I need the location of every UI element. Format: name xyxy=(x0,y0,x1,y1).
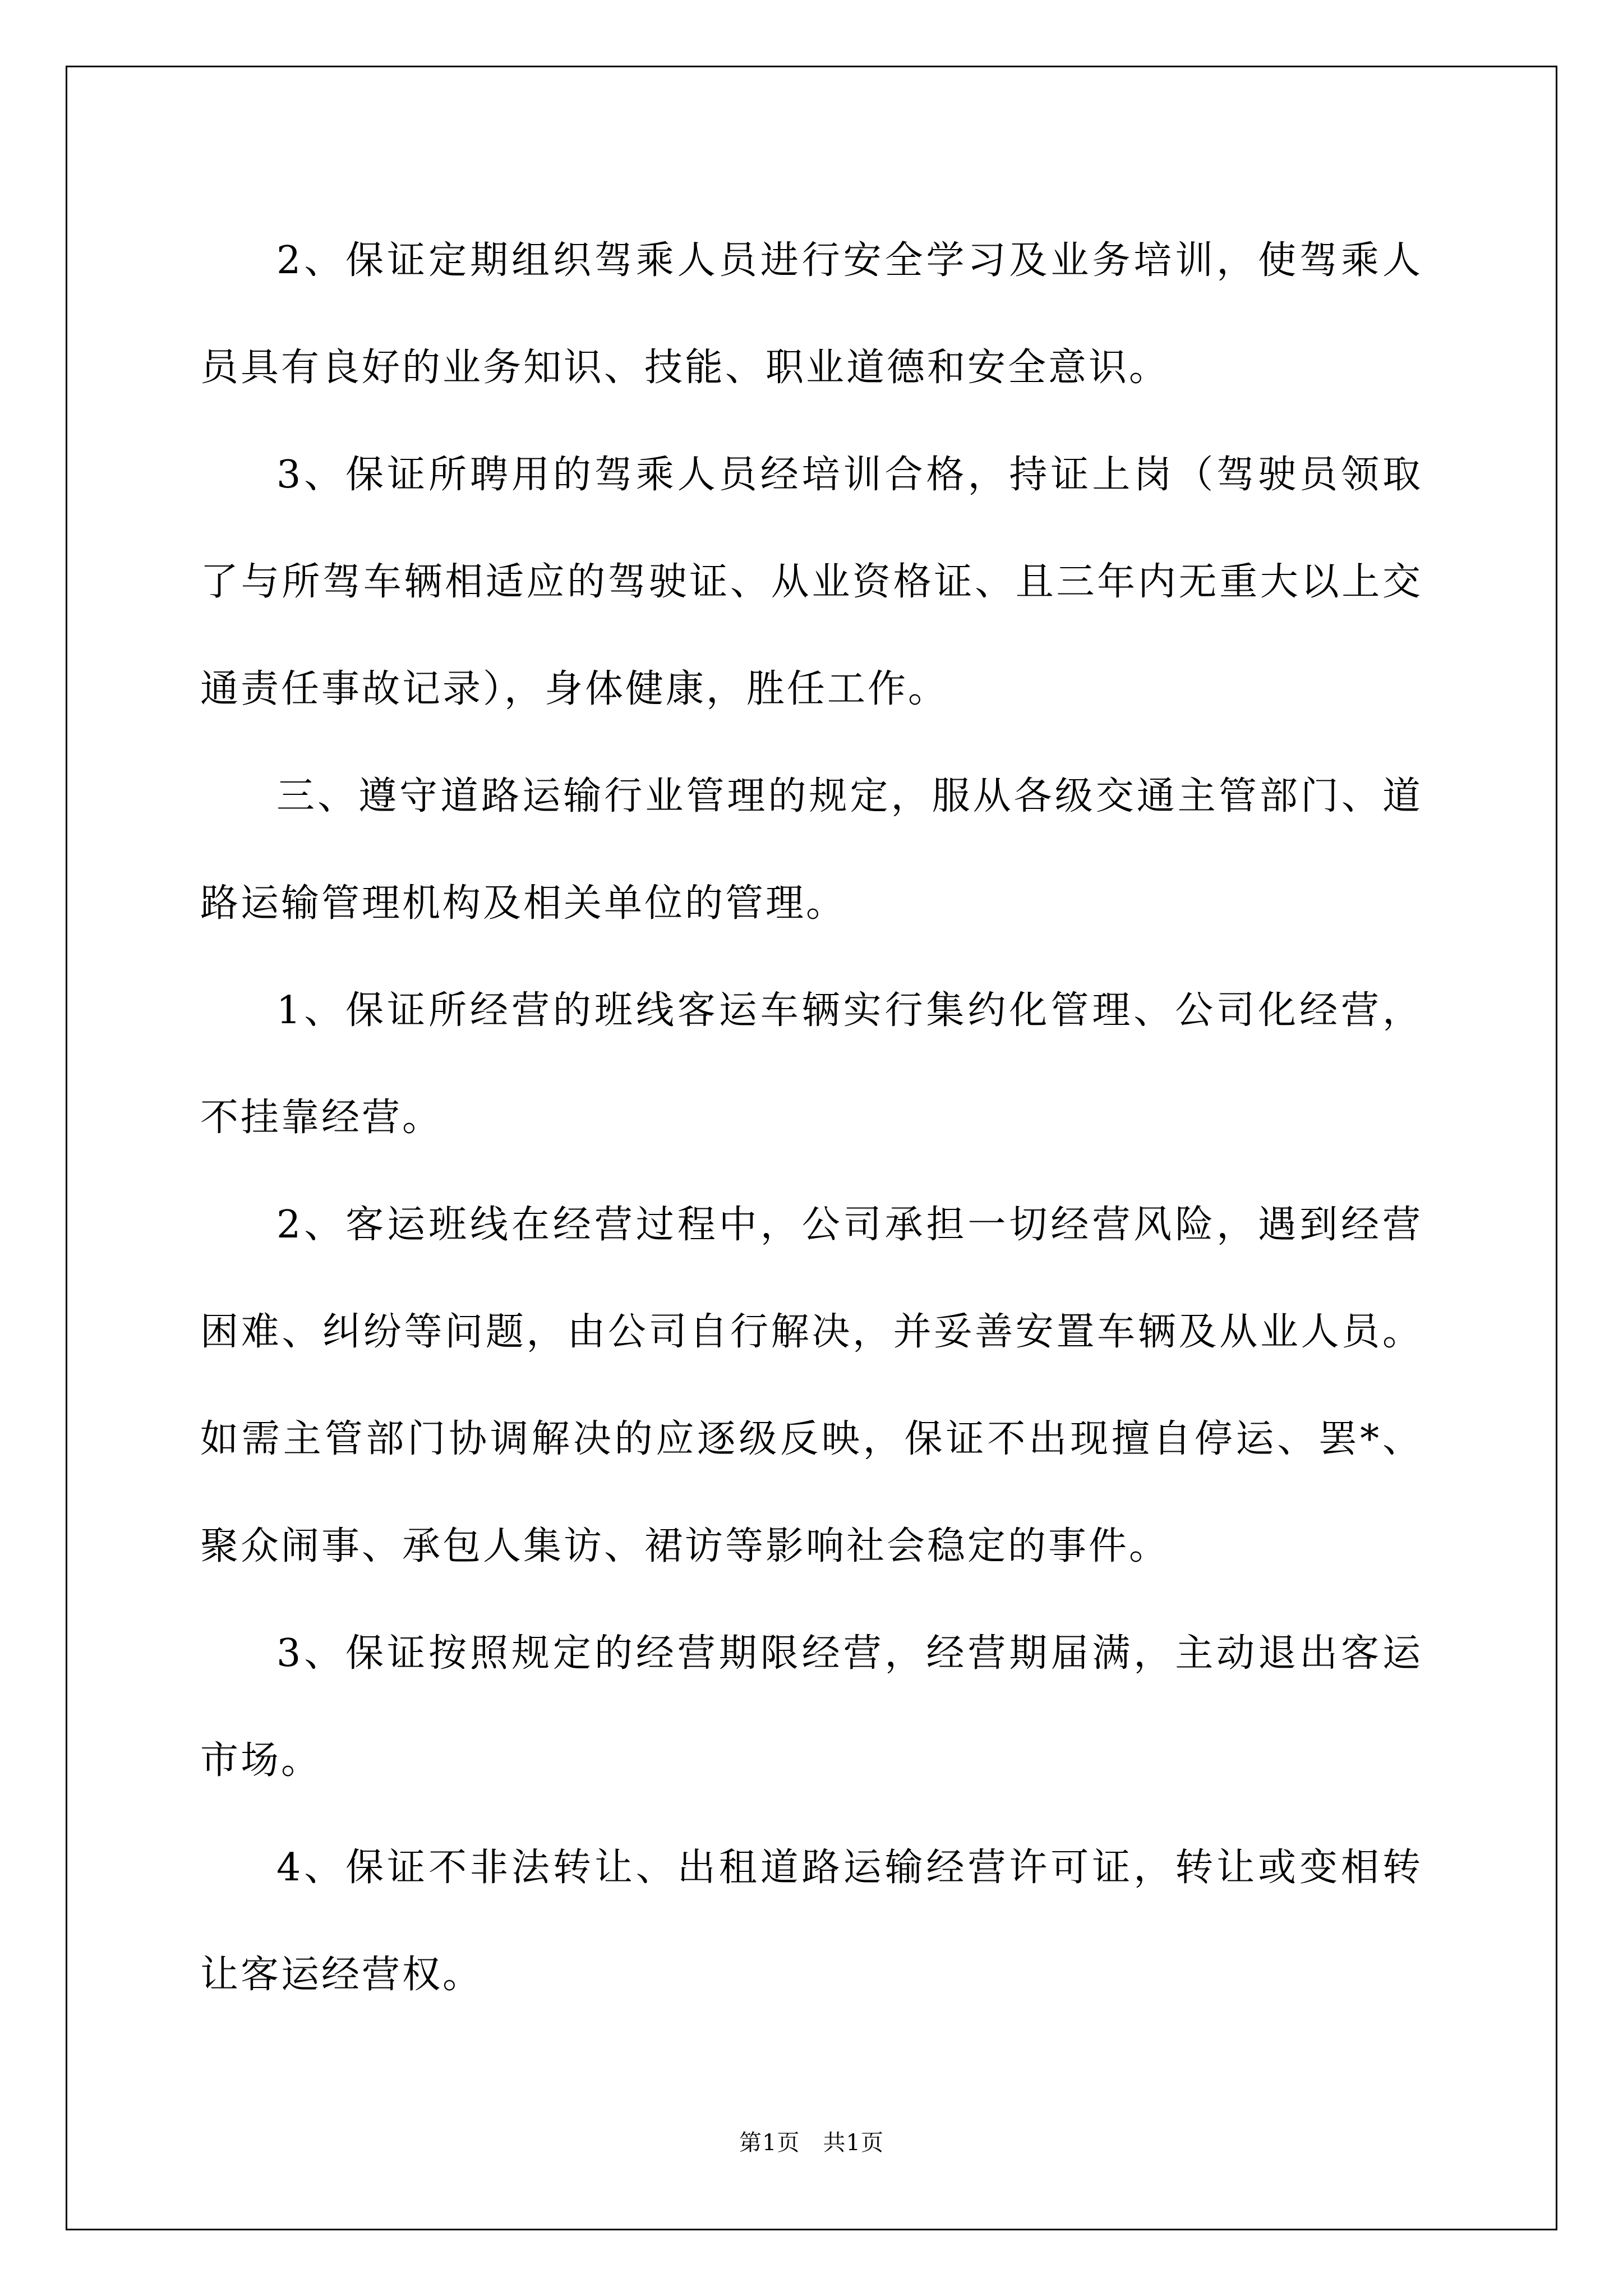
paragraph-2: 3、保证所聘用的驾乘人员经培训合格，持证上岗（驾驶员领取了与所驾车辆相适应的驾驶证、从业资格证、且三年内无重大以上交通责任事故记录），身体健康，胜任工作。 xyxy=(200,453,1423,711)
paragraph-7: 4、保证不非法转让、出租道路运输经营许可证，转让或变相转让客运经营权。 xyxy=(200,1846,1423,1997)
paragraph-1: 2、保证定期组织驾乘人员进行安全学习及业务培训，使驾乘人员具有良好的业务知识、技能、职业道德和安全意识。 xyxy=(200,238,1423,390)
paragraph-4: 1、保证所经营的班线客运车辆实行集约化管理、公司化经营，不挂靠经营。 xyxy=(200,988,1423,1140)
paragraph-6: 3、保证按照规定的经营期限经营，经营期届满，主动退出客运市场。 xyxy=(200,1631,1423,1783)
paragraph-5: 2、客运班线在经营过程中，公司承担一切经营风险，遇到经营困难、纠纷等问题，由公司自行解决，并妥善安置车辆及从业人员。如需主管部门协调解决的应逐级反映，保证不出现擅自停运、罢*、聚众闹事、承包人集访、裙访等影响社会稳定的事件。 xyxy=(200,1203,1423,1568)
document-body xyxy=(200,207,1423,2028)
page-number-footer: 第1页 共1页 xyxy=(739,2130,884,2156)
paragraph-3: 三、遵守道路运输行业管理的规定，服从各级交通主管部门、道路运输管理机构及相关单位的管理。 xyxy=(200,774,1423,926)
